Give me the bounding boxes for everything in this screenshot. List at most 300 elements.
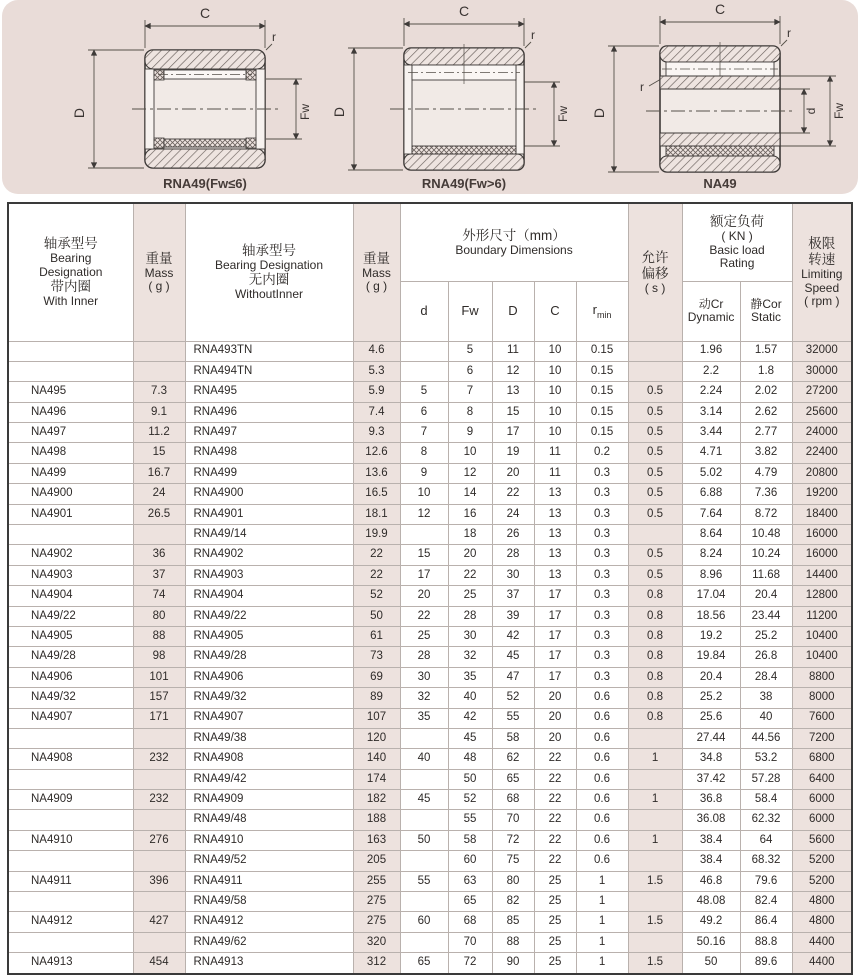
table-cell: 7.4 <box>353 402 400 422</box>
table-cell: 0.6 <box>576 769 628 789</box>
table-cell: 17 <box>492 423 534 443</box>
table-cell: 396 <box>133 871 185 891</box>
table-cell: 47 <box>492 667 534 687</box>
table-cell: 25 <box>534 892 576 912</box>
dim-label-d-outer: D <box>591 107 607 119</box>
table-cell: 10 <box>534 402 576 422</box>
table-cell: 18.1 <box>353 504 400 524</box>
table-cell: 232 <box>133 749 185 769</box>
table-cell: 49.2 <box>682 912 740 932</box>
table-cell: 0.15 <box>576 361 628 381</box>
dim-label-r: r <box>787 26 791 40</box>
table-cell: 22400 <box>792 443 852 463</box>
table-cell: 60 <box>448 851 492 871</box>
table-cell: 4800 <box>792 892 852 912</box>
table-cell: 65 <box>400 953 448 974</box>
table-cell: RNA49/58 <box>185 892 353 912</box>
table-cell: 0.8 <box>628 667 682 687</box>
table-cell: 0.5 <box>628 565 682 585</box>
table-cell: 6 <box>400 402 448 422</box>
table-cell: 22 <box>492 484 534 504</box>
table-cell <box>133 728 185 748</box>
table-row <box>8 443 852 463</box>
table-cell: 1.96 <box>682 341 740 361</box>
table-cell: 163 <box>353 830 400 850</box>
table-cell: 26.8 <box>740 647 792 667</box>
table-cell: RNA4902 <box>185 545 353 565</box>
table-cell: RNA498 <box>185 443 353 463</box>
table-cell: 70 <box>492 810 534 830</box>
table-cell: 40 <box>448 688 492 708</box>
table-cell: RNA49/42 <box>185 769 353 789</box>
table-cell: 157 <box>133 688 185 708</box>
table-cell: 11200 <box>792 606 852 626</box>
table-cell: 7600 <box>792 708 852 728</box>
table-cell: 1.57 <box>740 341 792 361</box>
table-cell: 0.3 <box>576 565 628 585</box>
needle-end-section <box>154 70 164 80</box>
table-cell: 20 <box>492 463 534 483</box>
table-cell: 36.8 <box>682 790 740 810</box>
table-cell: 68.32 <box>740 851 792 871</box>
table-cell: 58 <box>448 830 492 850</box>
table-cell: 24000 <box>792 423 852 443</box>
table-cell: 0.5 <box>628 504 682 524</box>
table-cell: 74 <box>133 586 185 606</box>
table-cell: 45 <box>448 728 492 748</box>
table-row <box>8 728 852 748</box>
table-cell: 58 <box>492 728 534 748</box>
table-cell: 11.68 <box>740 565 792 585</box>
table-cell: 8.24 <box>682 545 740 565</box>
table-cell: 1.8 <box>740 361 792 381</box>
table-cell: 0.6 <box>576 810 628 830</box>
table-cell: 86.4 <box>740 912 792 932</box>
table-cell: 37.42 <box>682 769 740 789</box>
table-cell: 17 <box>400 565 448 585</box>
dim-label-r: r <box>272 30 276 44</box>
table-cell: RNA49/28 <box>185 647 353 667</box>
table-cell: 0.8 <box>628 647 682 667</box>
table-body <box>8 341 852 974</box>
table-cell: 39 <box>492 606 534 626</box>
table-cell: 3.82 <box>740 443 792 463</box>
table-cell: 0.5 <box>628 402 682 422</box>
dim-label-r-inner: r <box>640 80 644 94</box>
table-cell: 45 <box>492 647 534 667</box>
table-cell: 22 <box>534 830 576 850</box>
table-cell <box>8 361 133 381</box>
table-cell: 275 <box>353 912 400 932</box>
table-cell: 4.79 <box>740 463 792 483</box>
table-cell <box>133 892 185 912</box>
table-cell: 32 <box>400 688 448 708</box>
table-cell: 0.8 <box>628 708 682 728</box>
table-row <box>8 382 852 402</box>
table-cell <box>133 810 185 830</box>
table-cell <box>133 932 185 952</box>
table-cell: 255 <box>353 871 400 891</box>
table-cell: 75 <box>492 851 534 871</box>
dim-label-r: r <box>531 28 535 42</box>
table-cell: 36 <box>133 545 185 565</box>
table-cell: 25 <box>534 932 576 952</box>
table-cell: 20800 <box>792 463 852 483</box>
table-cell: 50 <box>682 953 740 974</box>
header-dim-fw: Fw <box>448 281 492 341</box>
bearing-diagram-na49 <box>578 0 858 194</box>
table-cell <box>628 769 682 789</box>
table-cell: RNA4901 <box>185 504 353 524</box>
table-row <box>8 851 852 871</box>
table-cell: NA4913 <box>8 953 133 974</box>
table-cell: RNA4906 <box>185 667 353 687</box>
table-cell: 19.2 <box>682 626 740 646</box>
table-row <box>8 830 852 850</box>
dim-label-c: C <box>458 3 470 19</box>
table-cell: 6400 <box>792 769 852 789</box>
table-cell: 10.24 <box>740 545 792 565</box>
table-cell <box>400 810 448 830</box>
table-cell: 0.8 <box>628 626 682 646</box>
table-cell: 12 <box>492 361 534 381</box>
table-cell <box>628 525 682 545</box>
table-cell: 1 <box>576 871 628 891</box>
table-cell: 58.4 <box>740 790 792 810</box>
table-cell: RNA4900 <box>185 484 353 504</box>
table-cell: 5600 <box>792 830 852 850</box>
header-dim-rmin: $r_{min}$ <box>576 281 628 341</box>
table-cell: NA4910 <box>8 830 133 850</box>
table-cell: 14400 <box>792 565 852 585</box>
table-cell: 28 <box>492 545 534 565</box>
table-cell: NA49/32 <box>8 688 133 708</box>
table-cell <box>133 341 185 361</box>
table-cell: RNA4909 <box>185 790 353 810</box>
table-cell: 0.3 <box>576 626 628 646</box>
table-cell: 13 <box>534 504 576 524</box>
table-cell: RNA494TN <box>185 361 353 381</box>
table-cell: 0.15 <box>576 423 628 443</box>
table-cell: 25.2 <box>740 626 792 646</box>
table-cell: 0.8 <box>628 688 682 708</box>
table-cell: 65 <box>448 892 492 912</box>
table-cell: 25.2 <box>682 688 740 708</box>
table-cell <box>400 525 448 545</box>
table-cell: 17.04 <box>682 586 740 606</box>
table-cell: 17 <box>534 586 576 606</box>
table-cell: NA4906 <box>8 667 133 687</box>
table-cell: NA4905 <box>8 626 133 646</box>
table-cell: 64 <box>740 830 792 850</box>
table-cell <box>628 728 682 748</box>
table-cell: 0.3 <box>576 463 628 483</box>
table-cell: 20 <box>534 708 576 728</box>
table-cell: 22 <box>534 749 576 769</box>
table-cell: 9 <box>400 463 448 483</box>
dim-label-c: C <box>714 1 726 17</box>
table-cell: 5200 <box>792 871 852 891</box>
table-cell: 55 <box>400 871 448 891</box>
table-cell: 32 <box>448 647 492 667</box>
table-cell: 18.56 <box>682 606 740 626</box>
diagram-caption: RNA49(Fw≤6) <box>163 176 247 191</box>
table-cell: 68 <box>492 790 534 810</box>
table-cell: 10 <box>534 341 576 361</box>
table-row <box>8 423 852 443</box>
table-cell: 0.6 <box>576 708 628 728</box>
table-cell: 4400 <box>792 932 852 952</box>
table-cell <box>400 341 448 361</box>
table-row <box>8 769 852 789</box>
table-cell: RNA497 <box>185 423 353 443</box>
header-dim-d: d <box>400 281 448 341</box>
table-cell: 73 <box>353 647 400 667</box>
table-row <box>8 667 852 687</box>
table-row <box>8 647 852 667</box>
table-cell <box>400 728 448 748</box>
table-cell <box>400 769 448 789</box>
table-cell: 28 <box>400 647 448 667</box>
table-cell: 20.4 <box>682 667 740 687</box>
table-cell: 28.4 <box>740 667 792 687</box>
table-cell: 205 <box>353 851 400 871</box>
table-cell: 10 <box>534 382 576 402</box>
table-cell: 171 <box>133 708 185 728</box>
table-cell: 14 <box>448 484 492 504</box>
table-cell: RNA49/38 <box>185 728 353 748</box>
bearing-diagram-rna49-fw-le-6 <box>50 0 330 194</box>
table-cell: 85 <box>492 912 534 932</box>
table-cell: 0.5 <box>628 484 682 504</box>
table-cell: 1 <box>576 953 628 974</box>
table-cell: NA4909 <box>8 790 133 810</box>
table-cell: 5.9 <box>353 382 400 402</box>
diagram-caption: RNA49(Fw>6) <box>421 176 507 191</box>
table-cell: NA4902 <box>8 545 133 565</box>
table-cell: 52 <box>448 790 492 810</box>
table-cell: 7 <box>448 382 492 402</box>
table-cell: 32000 <box>792 341 852 361</box>
table-cell: NA4903 <box>8 565 133 585</box>
table-row <box>8 525 852 545</box>
header-mass-with-inner: 重量 Mass ( g ) <box>133 203 185 341</box>
table-cell: 60 <box>400 912 448 932</box>
table-cell: 26 <box>492 525 534 545</box>
table-cell: 12800 <box>792 586 852 606</box>
table-cell: 37 <box>133 565 185 585</box>
table-row <box>8 606 852 626</box>
table-cell: 90 <box>492 953 534 974</box>
table-cell: 232 <box>133 790 185 810</box>
table-cell: 17 <box>534 606 576 626</box>
table-cell: 10 <box>534 423 576 443</box>
table-cell: 80 <box>133 606 185 626</box>
table-cell: 0.15 <box>576 341 628 361</box>
table-cell: 26.5 <box>133 504 185 524</box>
table-row <box>8 463 852 483</box>
table-cell: 8.72 <box>740 504 792 524</box>
table-row <box>8 402 852 422</box>
table-cell: 6.88 <box>682 484 740 504</box>
table-cell: 7.64 <box>682 504 740 524</box>
table-cell: 0.3 <box>576 606 628 626</box>
dim-label-fw: Fw <box>556 106 570 122</box>
table-row <box>8 871 852 891</box>
table-cell: 22 <box>448 565 492 585</box>
table-cell: 19200 <box>792 484 852 504</box>
table-cell: 22 <box>353 565 400 585</box>
header-without-inner: 轴承型号 Bearing Designation 无内圈 WithoutInner <box>185 203 353 341</box>
table-cell: 0.6 <box>576 688 628 708</box>
dim-label-c: C <box>199 5 211 21</box>
table-cell: 188 <box>353 810 400 830</box>
table-cell: 13 <box>534 484 576 504</box>
table-cell: 16.7 <box>133 463 185 483</box>
table-cell: 454 <box>133 953 185 974</box>
table-cell: 107 <box>353 708 400 728</box>
table-cell: 16000 <box>792 545 852 565</box>
table-cell: 30 <box>400 667 448 687</box>
table-cell <box>8 810 133 830</box>
table-cell: 8.64 <box>682 525 740 545</box>
dim-label-fw: Fw <box>832 103 846 119</box>
table-cell: 44.56 <box>740 728 792 748</box>
table-cell: 0.6 <box>576 728 628 748</box>
table-cell <box>133 769 185 789</box>
table-cell: 15 <box>492 402 534 422</box>
table-row <box>8 504 852 524</box>
table-row <box>8 341 852 361</box>
table-cell: NA4901 <box>8 504 133 524</box>
table-cell: 12 <box>448 463 492 483</box>
table-cell: RNA4913 <box>185 953 353 974</box>
table-cell: NA49/28 <box>8 647 133 667</box>
table-cell: 18400 <box>792 504 852 524</box>
table-row <box>8 810 852 830</box>
table-cell: 275 <box>353 892 400 912</box>
table-cell: 15 <box>400 545 448 565</box>
table-cell: 22 <box>534 810 576 830</box>
table-cell: RNA4904 <box>185 586 353 606</box>
table-cell: NA4904 <box>8 586 133 606</box>
header-static-cor: 静Cor Static <box>740 281 792 341</box>
table-cell <box>628 361 682 381</box>
table-cell: 3.44 <box>682 423 740 443</box>
table-row <box>8 912 852 932</box>
table-cell: 4.71 <box>682 443 740 463</box>
table-cell: 312 <box>353 953 400 974</box>
table-cell: 17 <box>534 647 576 667</box>
table-cell: 52 <box>492 688 534 708</box>
table-cell: 10400 <box>792 626 852 646</box>
table-cell: RNA4903 <box>185 565 353 585</box>
table-cell: 24 <box>492 504 534 524</box>
table-cell: 61 <box>353 626 400 646</box>
table-cell: 25 <box>400 626 448 646</box>
table-cell: 22 <box>534 769 576 789</box>
table-cell: 276 <box>133 830 185 850</box>
table-cell: 20.4 <box>740 586 792 606</box>
table-cell: 25 <box>534 871 576 891</box>
table-cell: 89.6 <box>740 953 792 974</box>
table-cell: NA4911 <box>8 871 133 891</box>
table-cell: 27.44 <box>682 728 740 748</box>
table-cell: 6800 <box>792 749 852 769</box>
table-cell: 7 <box>400 423 448 443</box>
table-cell: RNA499 <box>185 463 353 483</box>
table-cell: 7.3 <box>133 382 185 402</box>
table-cell: RNA49/52 <box>185 851 353 871</box>
table-cell: 25 <box>448 586 492 606</box>
table-cell: 0.3 <box>576 525 628 545</box>
table-cell: 13 <box>534 545 576 565</box>
table-cell: 16 <box>448 504 492 524</box>
table-cell: 68 <box>448 912 492 932</box>
table-cell: 140 <box>353 749 400 769</box>
table-cell: 0.3 <box>576 647 628 667</box>
table-cell: 9.1 <box>133 402 185 422</box>
table-cell: 0.8 <box>628 606 682 626</box>
table-cell: 88 <box>133 626 185 646</box>
table-cell: 20 <box>400 586 448 606</box>
table-cell: 37 <box>492 586 534 606</box>
table-cell: 48 <box>448 749 492 769</box>
table-cell: 22 <box>534 790 576 810</box>
table-cell: 4.6 <box>353 341 400 361</box>
table-cell: 15 <box>133 443 185 463</box>
table-cell: NA4912 <box>8 912 133 932</box>
table-cell: 55 <box>448 810 492 830</box>
table-cell <box>8 932 133 952</box>
table-cell: 0.8 <box>628 586 682 606</box>
table-cell: 25 <box>534 912 576 932</box>
table-cell: 0.3 <box>576 667 628 687</box>
table-cell: 22 <box>353 545 400 565</box>
table-row <box>8 708 852 728</box>
table-cell: 42 <box>492 626 534 646</box>
table-cell: 22 <box>534 851 576 871</box>
table-cell: 2.77 <box>740 423 792 443</box>
table-cell: 72 <box>492 830 534 850</box>
table-cell: RNA495 <box>185 382 353 402</box>
table-cell: 13 <box>492 382 534 402</box>
table-cell: 17 <box>534 667 576 687</box>
table-cell: 101 <box>133 667 185 687</box>
table-cell: 42 <box>448 708 492 728</box>
table-cell: 11.2 <box>133 423 185 443</box>
table-cell: 8 <box>400 443 448 463</box>
table-cell: 4400 <box>792 953 852 974</box>
table-cell <box>628 932 682 952</box>
table-cell <box>8 769 133 789</box>
table-cell: 0.5 <box>628 423 682 443</box>
table-row <box>8 545 852 565</box>
table-cell: 5.02 <box>682 463 740 483</box>
table-cell: 36.08 <box>682 810 740 830</box>
table-cell: 18 <box>448 525 492 545</box>
table-cell: NA499 <box>8 463 133 483</box>
header-limiting-speed: 极限 转速 Limiting Speed ( rpm ) <box>792 203 852 341</box>
table-cell: 50 <box>353 606 400 626</box>
table-cell: NA49/22 <box>8 606 133 626</box>
table-cell: 5200 <box>792 851 852 871</box>
table-cell: RNA4910 <box>185 830 353 850</box>
table-cell: 174 <box>353 769 400 789</box>
table-cell: 10 <box>400 484 448 504</box>
table-cell: 16.5 <box>353 484 400 504</box>
table-cell: 6000 <box>792 790 852 810</box>
